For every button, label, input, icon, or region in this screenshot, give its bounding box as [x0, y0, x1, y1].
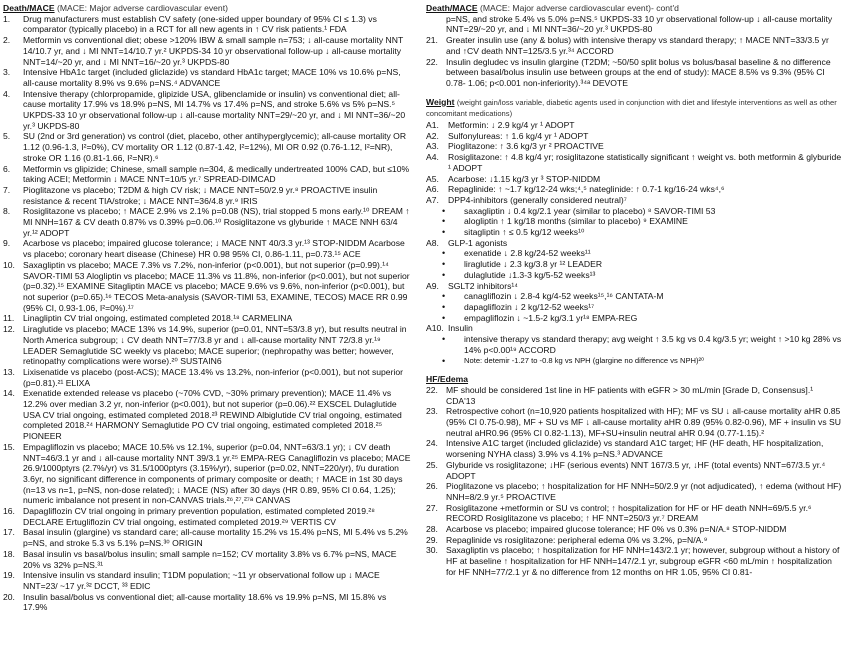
item-number: 11. — [3, 313, 15, 324]
item-text: Greater insulin use (any & bolus) with intensive therapy vs standard therapy; ↑ MACE NNT=33/3.5 yr and ↑CV death NNT=125/3.5 yr.³⁴ ACCORD — [446, 35, 829, 56]
list-item — [426, 406, 844, 438]
item-number: 30. — [426, 545, 438, 556]
item-number: 19. — [3, 570, 15, 581]
item-text: SGLT2 inhibitors¹⁴ — [448, 280, 518, 291]
bullet-text: Note: detemir -1.27 to -0.8 kg vs NPH (glargine no difference vs NPH)²⁰ — [464, 355, 705, 365]
item-text: Rosiglitazone: ↑ 4.8 kg/4 yr; rosiglitazone statistically significant ↑ weight vs. both metformin & glyburide ¹ ADOPT — [448, 152, 842, 173]
item-text: Intensive A1C target (included gliclazide) vs standard A1C target; HF (HF death, HF hospitalization, worsening NYHA class) 3.9% vs 4.1% p=NS.³ ADVANCE — [446, 438, 824, 460]
item-text: Dapagliflozin CV trial ongoing in primary prevention population, estimated completed 2019.²⁸ DECLARE Ertugliflozin CV trial ongoing, estimated completed 2019.²⁹ VERTIS CV — [23, 506, 375, 527]
item-number: 12. — [3, 324, 15, 335]
item-number: 8. — [3, 206, 11, 217]
item-number: 6. — [3, 163, 11, 174]
list-item — [426, 35, 844, 56]
list-item — [426, 460, 844, 481]
item-number: A3. — [426, 141, 439, 152]
item-number: 16. — [3, 506, 15, 517]
bullet-item — [426, 302, 844, 313]
item-text: Sulfonylureas: ↑ 1.6 kg/4 yr ¹ ADOPT — [448, 130, 589, 141]
list-item — [3, 185, 413, 206]
item-number: 27. — [426, 502, 438, 513]
item-text: Insulin — [448, 323, 473, 334]
list-item — [3, 14, 413, 35]
item-text: SU (2nd or 3rd generation) vs control (diet, placebo, other antihyperglycemic); all-cause mortality OR 1.12 (0.96-1.3, I²=0%), CV mortality OR 1.12 (0.87-1.42, I²=12%), MI OR 0.92 (0.76-1.12, I²=NR), stroke OR 1.16 (0.81-1.66, I²=NR).⁶ — [23, 131, 407, 163]
item-number: 15. — [3, 441, 15, 452]
item-number: 26. — [426, 481, 438, 492]
section-note: (MACE: Major adverse cardiovascular event)- cont'd — [479, 3, 679, 13]
weight-item — [426, 120, 844, 131]
item-number: A8. — [426, 237, 439, 248]
bullet-icon: • — [442, 216, 446, 227]
item-number: A9. — [426, 280, 439, 291]
list-item — [3, 67, 413, 88]
list-item — [426, 545, 844, 577]
bullet-icon: • — [442, 291, 446, 302]
bullet-icon: • — [442, 259, 446, 270]
item-text: GLP-1 agonists — [448, 237, 508, 248]
item-number: 28. — [426, 524, 438, 535]
item-text: Exenatide extended release vs placebo (~70% CVD, ~30% primary prevention); MACE 11.4% vs 12.2% over median 3.2 yr, non-inferior (p<0.001), but not superior (p=0.06).²² EXSCEL Dulaglutide USA CV trial ongoing, estimated completed 2018.²³ REWIND Albiglutide CV trial ongoing, estimated completed 2018.²⁴ HARMONY Semaglutide PO CV trial ongoing, estimated completed 2018.²⁵ PIONEER — [23, 388, 402, 442]
item-text: Glyburide vs rosiglitazone; ↓HF (serious events) NNT 167/3.5 yr, ↓HF (total events) NNT=67/3.5 yr.⁴ ADOPT — [446, 459, 826, 481]
bullet-item — [426, 270, 844, 281]
item-text: Drug manufacturers must establish CV safety (one-sided upper boundary of 95% CI ≤ 1.3) vs comparator (typically placebo) in a RCT for all new agents in ↑ CV risk patients.¹ FDA — [23, 13, 377, 35]
list-item — [3, 506, 413, 527]
item-text: Rosiglitazone +metformin or SU vs control; ↑ hospitalization for HF or HF death NNH=69/5.5 yr.⁶ RECORD Rosiglitazone vs placebo; ↑ HF NNT=250/3 yr.⁷ DREAM — [446, 502, 812, 524]
list-item — [3, 164, 413, 185]
bullet-text: alogliptin ↑ 1 kg/18 months (similar to placebo) ⁹ EXAMINE — [464, 216, 688, 227]
item-number: 3. — [3, 67, 11, 78]
list-item — [426, 535, 844, 546]
item-text: Metformin: ↓ 2.9 kg/4 yr ¹ ADOPT — [448, 120, 575, 131]
bullet-text: exenatide ↓ 2.8 kg/24-52 weeks¹¹ — [464, 248, 591, 259]
list-item — [3, 260, 413, 314]
bullet-item — [426, 206, 844, 217]
list-item — [3, 238, 413, 259]
list-item — [3, 131, 413, 163]
section-note: (weight gain/loss variable, diabetic agents used in conjunction with diet and lifestyle interventions as well as other concomitant medications) — [426, 97, 837, 119]
item-text: Acarbose: ↓1.15 kg/3 yr ³ STOP-NIDDM — [448, 173, 601, 184]
item-number: 17. — [3, 527, 15, 538]
bullet-icon: • — [442, 205, 446, 216]
item-text: Acarbose vs placebo; impaired glucose tolerance; HF 0% vs 0.3% p=N/A.⁸ STOP-NIDDM — [446, 524, 787, 535]
bullet-text: canagliflozin ↓ 2.8-4 kg/4-52 weeks¹⁵,¹⁶ CANTATA-M — [464, 291, 664, 302]
list-item — [3, 388, 413, 442]
list-item — [426, 385, 844, 406]
item-text: Basal insulin (glargine) vs standard care; all-cause mortality 15.2% vs 15.4% p=NS, MI 5.4% vs 5.2% p=NS, and stroke 5.3 vs 5.1% p=NS.³⁰ ORIGIN — [23, 527, 408, 549]
item-number: 24. — [426, 438, 438, 449]
weight-item — [426, 238, 844, 249]
bullet-item — [426, 259, 844, 270]
weight-item — [426, 131, 844, 142]
weight-item — [426, 152, 844, 173]
left-item-list — [3, 14, 413, 613]
item-number: A2. — [426, 130, 439, 141]
hf-section — [426, 374, 844, 577]
section-title: HF/Edema — [426, 374, 469, 385]
item-text: Empagliflozin vs placebo; MACE 10.5% vs 12.1%, superior (p=0.04, NNT=63/3.1 yr); ↓ CV death NNT=46/3.1 yr and ↓ all-cause mortality NNT 39/3.1 yr.²⁵ EMPA-REG Canagliflozin vs placebo; MACE 26.9/1000ptyrs (2.7%/yr) vs 31.5/1000ptyrs (3.15%/yr), superior (p=0.02, NNT=220/yr), f/u duration 3.6yr, no significant difference in components of primary composite or death; ↑ MACE in 1st 30 days (n=13 vs n=1, p=NS, non-dose related); ↓ MACE (NS) after 30 days (HR 0.89, 95% CI 0.64, 1.25); numeric imbalance not present in non-CANVAS trials.²⁶,²⁷,²⁷ᵃ CANVAS — [23, 441, 411, 506]
item-number: A10. — [426, 323, 444, 334]
item-text: Intensive insulin vs standard insulin; T1DM population; ~11 yr observational follow up ↓ MACE NNT=23/ ~17 yr.³² DCCT, ³³ EDIC — [23, 570, 380, 591]
right-header — [426, 3, 844, 14]
bullet-item — [426, 248, 844, 259]
item-number: 13. — [3, 366, 15, 377]
bullet-icon: • — [442, 334, 446, 345]
item-number: 7. — [3, 184, 11, 195]
item-text: Linagliptin CV trial ongoing, estimated completed 2018.¹⁸ CARMELINA — [23, 313, 293, 324]
list-item — [426, 57, 844, 89]
item-text: MF should be considered 1st line in HF patients with eGFR > 30 mL/min [Grade D, Consensus].¹ CDA'13 — [446, 384, 814, 406]
bullet-item — [426, 334, 844, 355]
item-text: DPP4-inhibitors (generally considered neutral)⁷ — [448, 194, 627, 205]
bullet-icon: • — [442, 227, 446, 238]
item-number: 29. — [426, 534, 438, 545]
list-item — [426, 481, 844, 502]
left-column — [3, 3, 413, 613]
bullet-icon: • — [442, 248, 446, 259]
list-item — [3, 206, 413, 238]
bullet-item — [426, 216, 844, 227]
list-item — [3, 367, 413, 388]
item-number: 14. — [3, 388, 15, 399]
item-number: A6. — [426, 184, 439, 195]
item-number: 22. — [426, 384, 438, 395]
item-text: Basal insulin vs basal/bolus insulin; small sample n=152; CV mortality 3.8% vs 6.7% p=NS, MACE 20% vs 32% p=NS.³¹ — [23, 548, 397, 570]
item-number: 21. — [426, 35, 438, 46]
item-number: A7. — [426, 194, 439, 205]
item-number: 25. — [426, 459, 438, 470]
item-text: Liraglutide vs placebo; MACE 13% vs 14.9%, superior (p=0.01, NNT=53/3.8 yr), but results neutral in North America subgroup; ↓ CV death NNT=77/3.8 yr and ↓ all-cause mortality NNT 72/3.8 yr.¹⁹ LEADER Semaglutide SC weekly vs placebo; MACE superior; (nephropathy was better; however, retinopathy complications were worse).²⁰ SUSTAIN6 — [23, 324, 407, 367]
list-item — [3, 549, 413, 570]
list-item — [3, 592, 413, 613]
weight-section — [426, 97, 844, 367]
weight-header — [426, 97, 844, 120]
item-text: Saxagliptin vs placebo; ↑ hospitalization for HF NNH=143/2.1 yr; however, subgroup without a history of HF at baseline ↑ hospitalization for HF NNH=147/2.1 yr, subgroup eGFR <60 mL/min ↑ hospitalization for HF NNH=77/2.1 yr & no difference from 12 months on HR 1.05, 95% CI 0.81- — [446, 545, 840, 577]
item-number: A1. — [426, 120, 439, 131]
continued-text: p=NS, and stroke 5.4% vs 5.0% p=NS.⁵ UKPDS-33 10 yr observational follow-up ↓ all-cause mortality NNT=29/~20 yr, and ↓ MI NNT=36/~20 yr.³ UKPDS-80 — [446, 13, 833, 35]
item-number: 1. — [3, 13, 11, 24]
weight-item — [426, 195, 844, 206]
bullet-text: sitagliptin ↑ ≤ 0.5 kg/12 weeks¹⁰ — [464, 227, 585, 238]
item-text: Intensive HbA1c target (included gliclazide) vs standard HbA1c target; MACE 10% vs 10.6% p=NS, all-cause mortality 8.9% vs 9.6% p=NS.⁴ ADVANCE — [23, 67, 401, 88]
weight-item — [426, 174, 844, 185]
item-number: A5. — [426, 173, 439, 184]
right-column — [426, 3, 844, 578]
bullet-text: dapagliflozin ↓ 2 kg/12-52 weeks¹⁷ — [464, 301, 595, 312]
bullet-item — [426, 291, 844, 302]
section-note: (MACE: Major adverse cardiovascular event) — [56, 3, 228, 13]
item-text: Saxagliptin vs placebo; MACE 7.3% vs 7.2%, non-inferior (p<0.001), but not superior (p=0.99).¹⁴ SAVOR-TIMI 53 Alogliptin vs placebo; MACE 11.3% vs 11.8%, non-inferior (p<0.001), but not superior (p=0.32).¹⁵ EXAMINE Sitagliptin MACE vs placebo; MACE 9.6% vs 9.6%, non-inferior (p<0.001), but not superior (p=0.65).¹⁶ TECOS Meta-analysis (SAVOR-TIMI 53, EXAMINE, TECOS) MACE RR 0.99 (95% CI, 0.93-1.06, I²=0%).¹⁷ — [23, 259, 410, 313]
list-item — [3, 313, 413, 324]
list-item — [3, 324, 413, 367]
item-number: 23. — [426, 406, 438, 417]
item-number: 18. — [3, 548, 15, 559]
list-item — [3, 89, 413, 132]
bullet-text: liraglutide ↓ 2.3 kg/3.8 yr ¹² LEADER — [464, 259, 603, 270]
item-text: Pioglitazone vs placebo; T2DM & high CV risk; ↓ MACE NNT=50/2.9 yr.⁸ PROACTIVE insulin resistance & recent TIA/stroke; ↓ MACE NNT=36/4.8 yr.⁹ IRIS — [23, 184, 378, 206]
weight-item — [426, 323, 844, 334]
item-text: Rosiglitazone vs placebo; ↑ MACE 2.9% vs 2.1% p=0.08 (NS), trial stopped 5 mons early.¹⁰ DREAM ↑ MI NNH=167 & CV death 0.87% vs 0.39% p=0.06.¹⁰ Rosiglitazone vs glyburide ↑ MACE NNH 63/4 yr.¹² ADOPT — [23, 206, 410, 238]
bullet-item — [426, 356, 844, 367]
left-header — [3, 3, 413, 14]
section-title: Death/MACE — [3, 3, 55, 13]
list-item — [426, 438, 844, 459]
item-text: Insulin basal/bolus vs conventional diet; all-cause mortality 18.6% vs 19.9% p=NS, MI 15.8% vs 17.9% — [23, 591, 387, 613]
item-number: 2. — [3, 35, 11, 46]
section-title: Death/MACE — [426, 3, 478, 13]
section-title: Weight — [426, 96, 455, 107]
list-item — [426, 503, 844, 524]
item-number: 20. — [3, 591, 15, 602]
weight-item — [426, 141, 844, 152]
bullet-icon: • — [442, 312, 446, 323]
item-number: 9. — [3, 238, 11, 249]
bullet-text: saxagliptin ↓ 0.4 kg/2.1 year (similar to placebo) ⁸ SAVOR-TIMI 53 — [464, 205, 716, 216]
bullet-icon: • — [442, 355, 446, 366]
bullet-text: empagliflozin ↓ ~1.5-2 kg/3.1 yr¹⁸ EMPA-REG — [464, 312, 638, 323]
list-item — [3, 570, 413, 591]
item-text: Metformin vs conventional diet; obese >120% IBW & small sample n=753; ↓ all-cause mortality NNT 14/10.7 yr, and ↓ MI NNT=14/10.7 yr.² UKPDS-34 10 yr observational follow-up ↓ all-cause mortality NNT=14/~20 yr, and ↓ MI NNT=16/~20 yr.³ UKPDS-80 — [23, 35, 404, 67]
item-text: Insulin degludec vs insulin glargine (T2DM; ~50/50 split bolus vs bolus/basal baseline & no difference between basal/bolus insulin use between groups at the end of study): MACE 8.5% vs 9.3% (95% CI 0.78- 1.06; p<0.001 non-inferiority).³⁴ᵃ DEVOTE — [446, 56, 831, 88]
item-number: A4. — [426, 152, 439, 163]
weight-item — [426, 184, 844, 195]
item-number: 22. — [426, 56, 438, 67]
list-item — [3, 35, 413, 67]
item-text: Acarbose vs placebo; impaired glucose tolerance; ↓ MACE NNT 40/3.3 yr.¹³ STOP-NIDDM Acarbose vs placebo; coronary heart disease (Chinese) HR 0.98 95% CI, 0.86-1.11, p=0.73.¹⁵ ACE — [23, 238, 405, 260]
bullet-icon: • — [442, 269, 446, 280]
bullet-text: intensive therapy vs standard therapy; avg weight ↑ 3.5 kg vs 0.4 kg/3.5 yr; weight ↑ >10 kg 28% vs 14% p<0.00¹⁹ ACCORD — [464, 334, 842, 355]
item-number: 10. — [3, 259, 15, 270]
item-text: Repaglinide vs rosiglitazone: peripheral edema 0% vs 3.2%, p=N/A.⁹ — [446, 534, 708, 545]
item-number: 4. — [3, 88, 11, 99]
list-item — [3, 527, 413, 548]
item-text: Pioglitazone vs placebo; ↑ hospitalization for HF NNH=50/2.9 yr (not adjudicated), ↑ edema (without HF) NNH=8/2.9 yr.⁵ PROACTIVE — [446, 481, 842, 502]
list-item — [426, 524, 844, 535]
item-text: Pioglitazone: ↑ 3.6 kg/3 yr ² PROACTIVE — [448, 141, 604, 152]
bullet-item — [426, 227, 844, 238]
item-text: Metformin vs glipizide; Chinese, small sample n=304, & medically undertreated 100% CAD, but ≤10% taking ACEI; Metformin ↓ MACE NNT=10/5 yr.⁷ SPREAD-DIMCAD — [23, 163, 410, 185]
bullet-text: dulaglutide ↓1.3-3 kg/5-52 weeks¹³ — [464, 269, 596, 280]
item-text: Intensive therapy (chlorpropamide, glipizide USA, glibenclamide or insulin) vs conventional diet; all-cause mortality 17.9% vs 18.9% p=NS, MI 14.7% vs 17.4% p=NS, and stroke 5.6% vs 5% p=NS.⁵ UKPDS-33 10 yr observational follow-up ↓ all-cause mortality NNT=29/~20 yr, and ↓ MI NNT=36/~20 yr.³ UKPDS-80 — [23, 88, 406, 131]
list-item — [3, 442, 413, 506]
item-number: 5. — [3, 131, 11, 142]
bullet-icon: • — [442, 301, 446, 312]
item-text: Repaglinide: ↑ ~1.7 kg/12-24 wks;⁴,⁵ nateglinide: ↑ 0.7-1 kg/16-24 wks⁴,⁶ — [448, 184, 725, 195]
weight-item — [426, 281, 844, 292]
item-text: Retrospective cohort (n=10,920 patients hospitalized with HF); MF vs SU ↓ all-cause mortality aHR 0.85 (95% CI 0.75-0.98), MF + SU vs MF ↓ all-cause mortality aHR 0.89 (95% 0.82-0.96), MF + insulin vs SU neutral aHR0.96 (95% CI 0.82-1.13), MF+SU+insulin neutral aHR 0.94 (0.77-1.15).² — [446, 406, 841, 438]
item-text: Lixisenatide vs placebo (post-ACS); MACE 13.4% vs 13.2%, non-inferior (p<0.001), but not superior (p=0.81).²¹ ELIXA — [23, 366, 403, 388]
bullet-item — [426, 313, 844, 324]
